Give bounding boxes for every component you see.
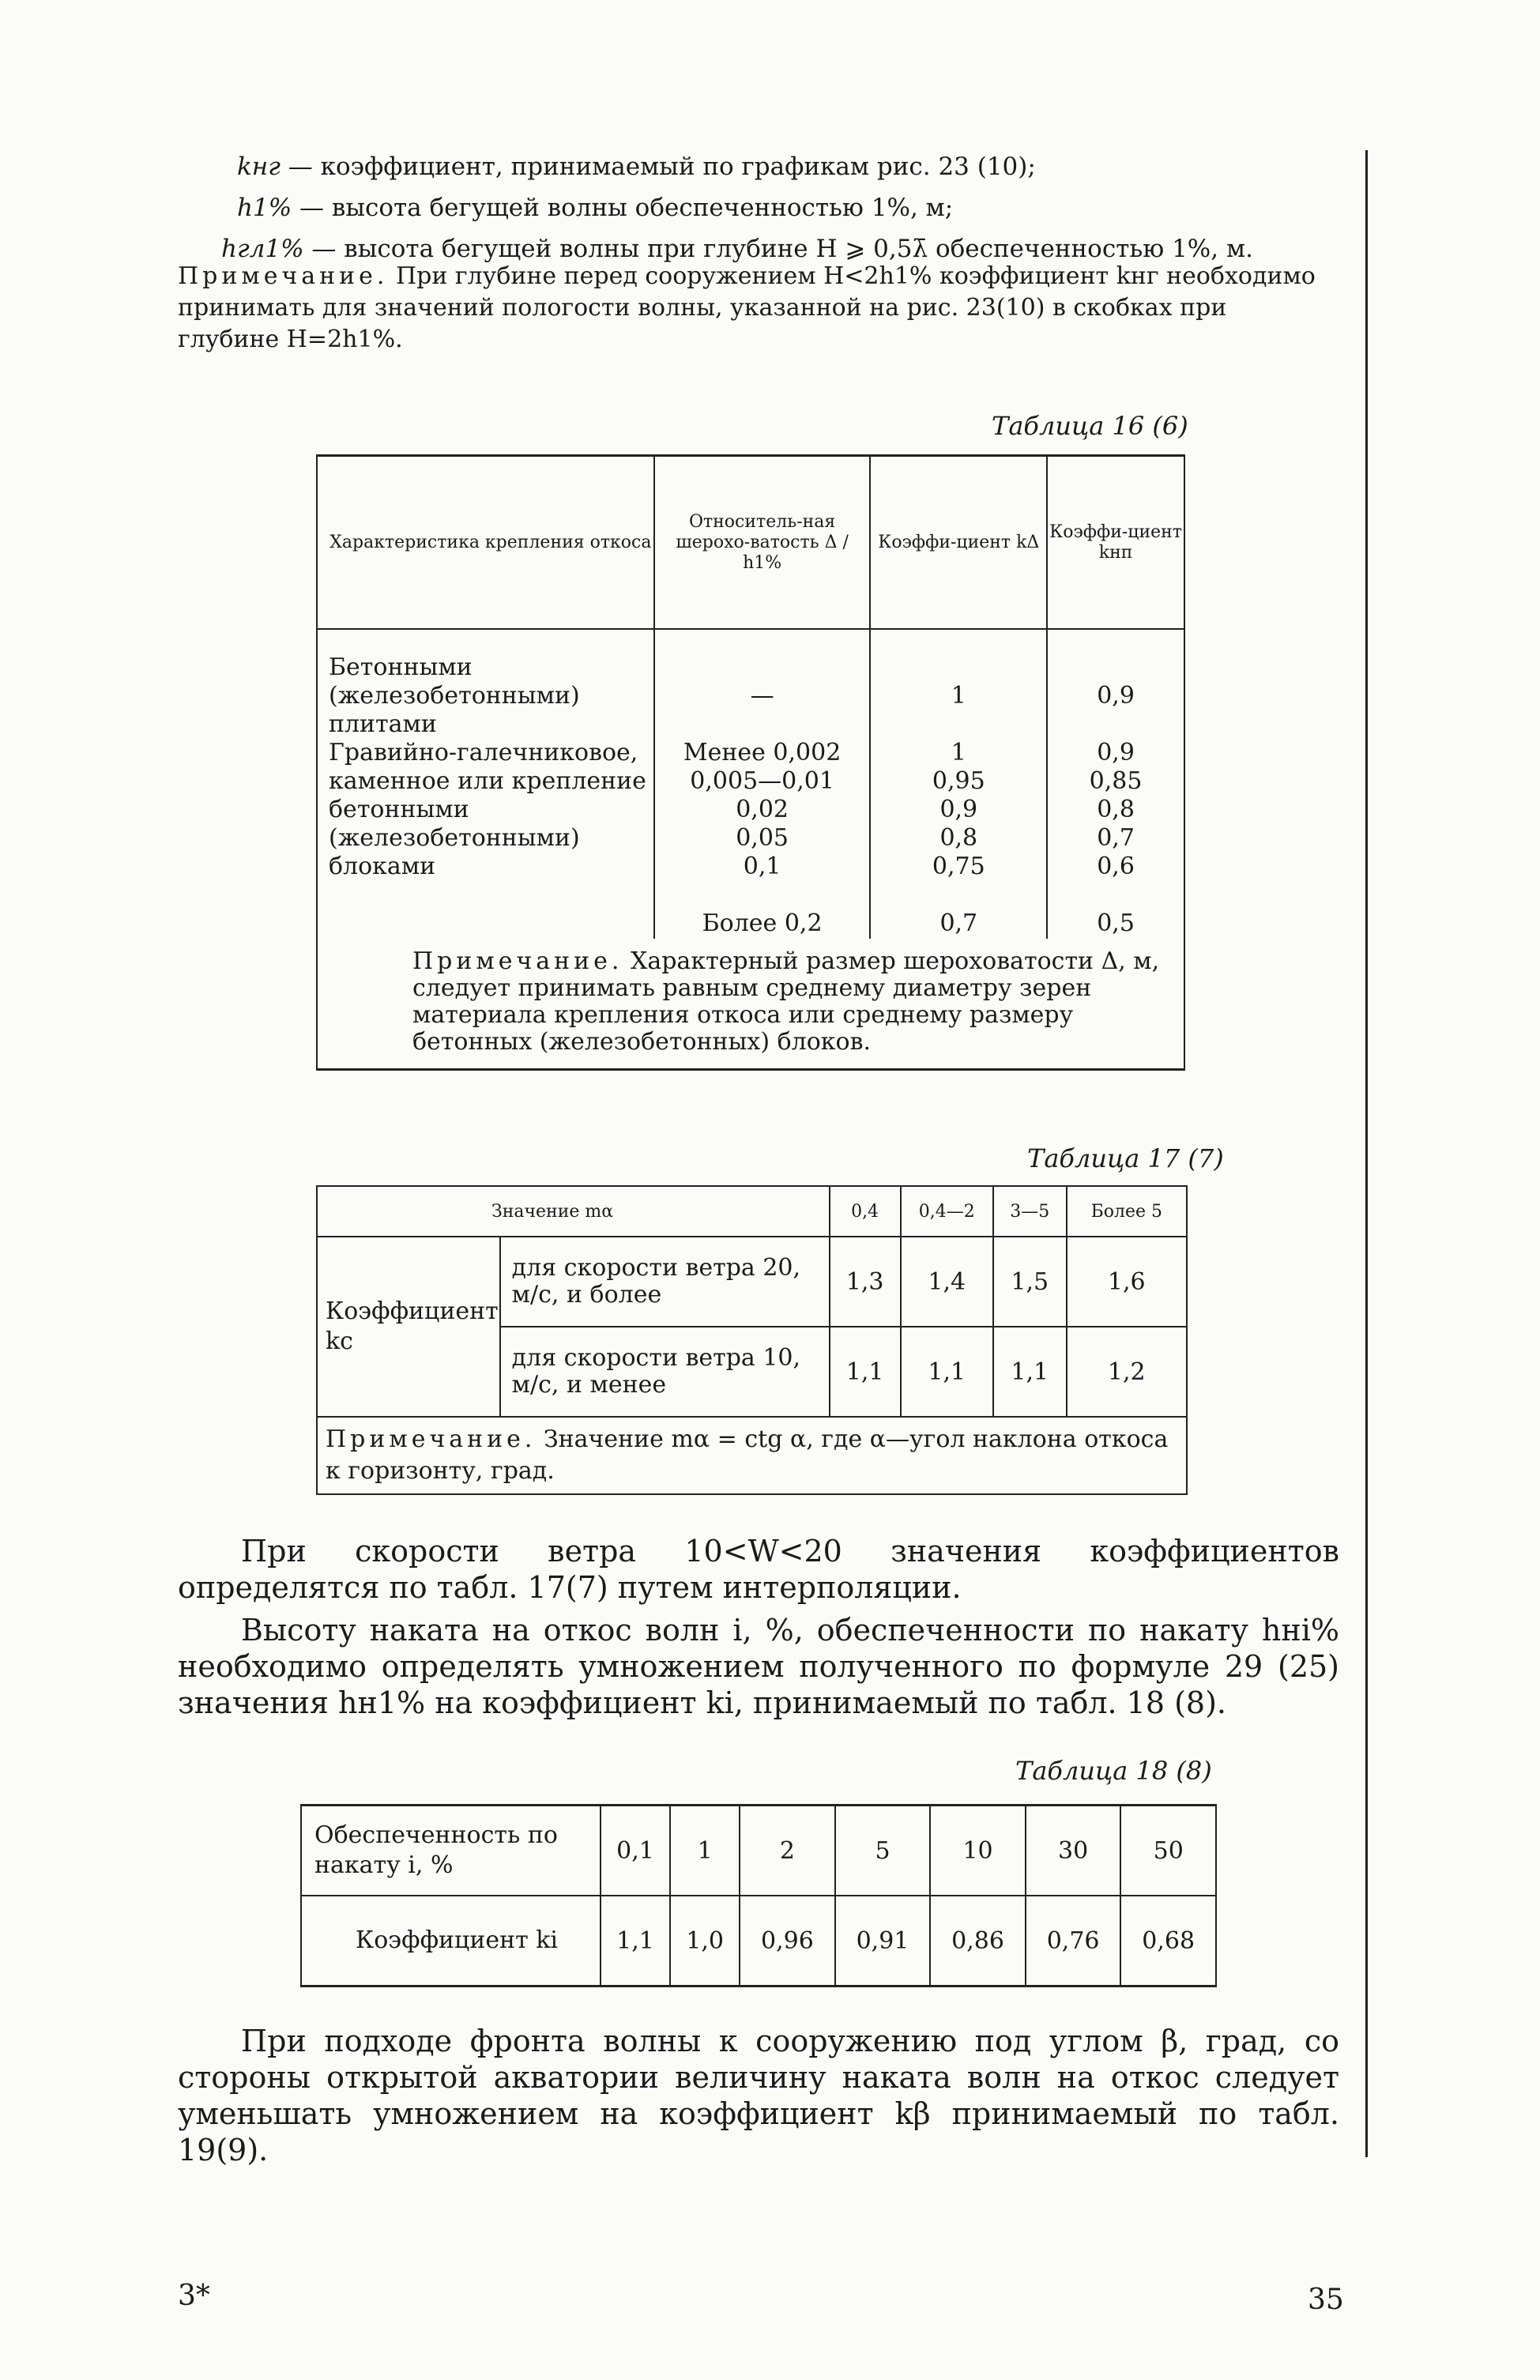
t18-cell: 0,91 bbox=[835, 1896, 931, 1986]
table17 bbox=[316, 1185, 1188, 1495]
table18 bbox=[300, 1804, 1217, 1987]
t18-cell: 0,68 bbox=[1120, 1896, 1216, 1986]
t17-value: 1,6 bbox=[1067, 1237, 1187, 1327]
t18-cell: 0,86 bbox=[930, 1896, 1026, 1986]
t17-header-label: Значение mα bbox=[317, 1186, 830, 1237]
table18-caption: Таблица 18 (8) bbox=[1015, 1756, 1212, 1786]
t18-row-label: Обеспеченность по накату i, % bbox=[301, 1806, 601, 1896]
t16-header-kd: Коэффи-циент kΔ bbox=[870, 456, 1047, 630]
t18-cell: 1,0 bbox=[670, 1896, 740, 1986]
t17-value: 1,1 bbox=[993, 1327, 1067, 1417]
t17-note: Примечание. Значение mα = ctg α, где α—угол наклона откоса к горизонту, град. bbox=[317, 1417, 1187, 1494]
t18-cell: 1,1 bbox=[601, 1896, 670, 1986]
paragraph-runup: Высоту наката на откос волн i, %, обеспеченности по накату hнi% необходимо определять умножением полученного по формуле 29 (25) значения hн1% на коэффициент ki, принимаемый по табл. 18 (8). bbox=[178, 1613, 1339, 1720]
t18-cell: 0,1 bbox=[601, 1806, 670, 1896]
symbol-definitions bbox=[221, 146, 1343, 269]
t18-cell: 0,96 bbox=[740, 1896, 835, 1986]
t17-row-label: Коэффициент kс bbox=[317, 1237, 500, 1417]
t16-knp-col: 0,9 0,9 0,85 0,8 0,7 0,6 0,5 bbox=[1047, 629, 1184, 939]
footer-signature: 3* bbox=[178, 2280, 210, 2312]
t17-col: 3—5 bbox=[993, 1186, 1067, 1237]
t18-cell: 10 bbox=[930, 1806, 1026, 1896]
t16-kd-col: 1 1 0,95 0,9 0,8 0,75 0,7 bbox=[870, 629, 1047, 939]
t18-cell: 5 bbox=[835, 1806, 931, 1896]
t16-row-label: Бетонными (железобетонными) плитами Гравийно-галечниковое, каменное или крепление бетонными (железобетонными) блоками bbox=[317, 629, 654, 939]
t18-cell: 0,76 bbox=[1026, 1896, 1121, 1986]
t17-value: 1,1 bbox=[830, 1327, 901, 1417]
t17-condition: для скорости ветра 10, м/с, и менее bbox=[500, 1327, 830, 1417]
t17-value: 1,2 bbox=[1067, 1327, 1187, 1417]
t18-cell: 50 bbox=[1120, 1806, 1216, 1896]
table16-caption: Таблица 16 (6) bbox=[992, 411, 1188, 441]
table17-caption: Таблица 17 (7) bbox=[1027, 1143, 1224, 1173]
definition-line: h1% — высота бегущей волны обеспеченностью 1%, м; bbox=[237, 194, 954, 222]
page-number: 35 bbox=[1308, 2284, 1344, 2316]
t18-cell: 1 bbox=[670, 1806, 740, 1896]
definition-line: kнг — коэффициент, принимаемый по графикам рис. 23 (10); bbox=[237, 153, 1036, 181]
margin-rule bbox=[1365, 150, 1368, 2157]
t17-col: 0,4—2 bbox=[901, 1186, 993, 1237]
t18-cell: 30 bbox=[1026, 1806, 1121, 1896]
paragraph-interpolation: При скорости ветра 10<W<20 значения коэффициентов определятся по табл. 17(7) путем интерполяции. bbox=[178, 1534, 1339, 1605]
t17-col: Более 5 bbox=[1067, 1186, 1187, 1237]
t16-header-knp: Коэффи-циент kнп bbox=[1047, 456, 1184, 630]
paragraph-angle: При подходе фронта волны к сооружению под углом β, град, со стороны открытой акватории величину наката волн на откос следует уменьшать умножением на коэффициент kβ принимаемый по табл. 19(9). bbox=[178, 2024, 1339, 2167]
t17-value: 1,3 bbox=[830, 1237, 901, 1327]
t17-value: 1,4 bbox=[901, 1237, 993, 1327]
t17-value: 1,1 bbox=[901, 1327, 993, 1417]
t16-rough-col: — Менее 0,002 0,005—0,01 0,02 0,05 0,1 Более 0,2 bbox=[654, 629, 871, 939]
note-depth: Примечание. При глубине перед сооружением H<2h1% коэффициент kнг необходимо принимать для значений пологости волны, указанной на рис. 23(10) в скобках при глубине H=2h1%. bbox=[178, 262, 1316, 353]
t16-header-rough: Относитель-ная шерохо-ватость Δ / h1% bbox=[654, 456, 871, 630]
t18-cell: 2 bbox=[740, 1806, 835, 1896]
t16-header-char: Характеристика крепления откоса bbox=[317, 456, 654, 630]
definition-line: hгл1% — высота бегущей волны при глубине H ⩾ 0,5λ̄ обеспеченностью 1%, м. bbox=[221, 235, 1253, 263]
t16-note: Примечание. Характерный размер шероховатости Δ, м, следует принимать равным среднему диаметру зерен материала крепления откоса или среднему размеру бетонных (железобетонных) блоков. bbox=[317, 939, 1184, 1070]
t17-condition: для скорости ветра 20, м/с, и более bbox=[500, 1237, 830, 1327]
t17-value: 1,5 bbox=[993, 1237, 1067, 1327]
table16 bbox=[316, 454, 1185, 1071]
t18-row-label: Коэффициент ki bbox=[301, 1896, 601, 1986]
t17-col: 0,4 bbox=[830, 1186, 901, 1237]
